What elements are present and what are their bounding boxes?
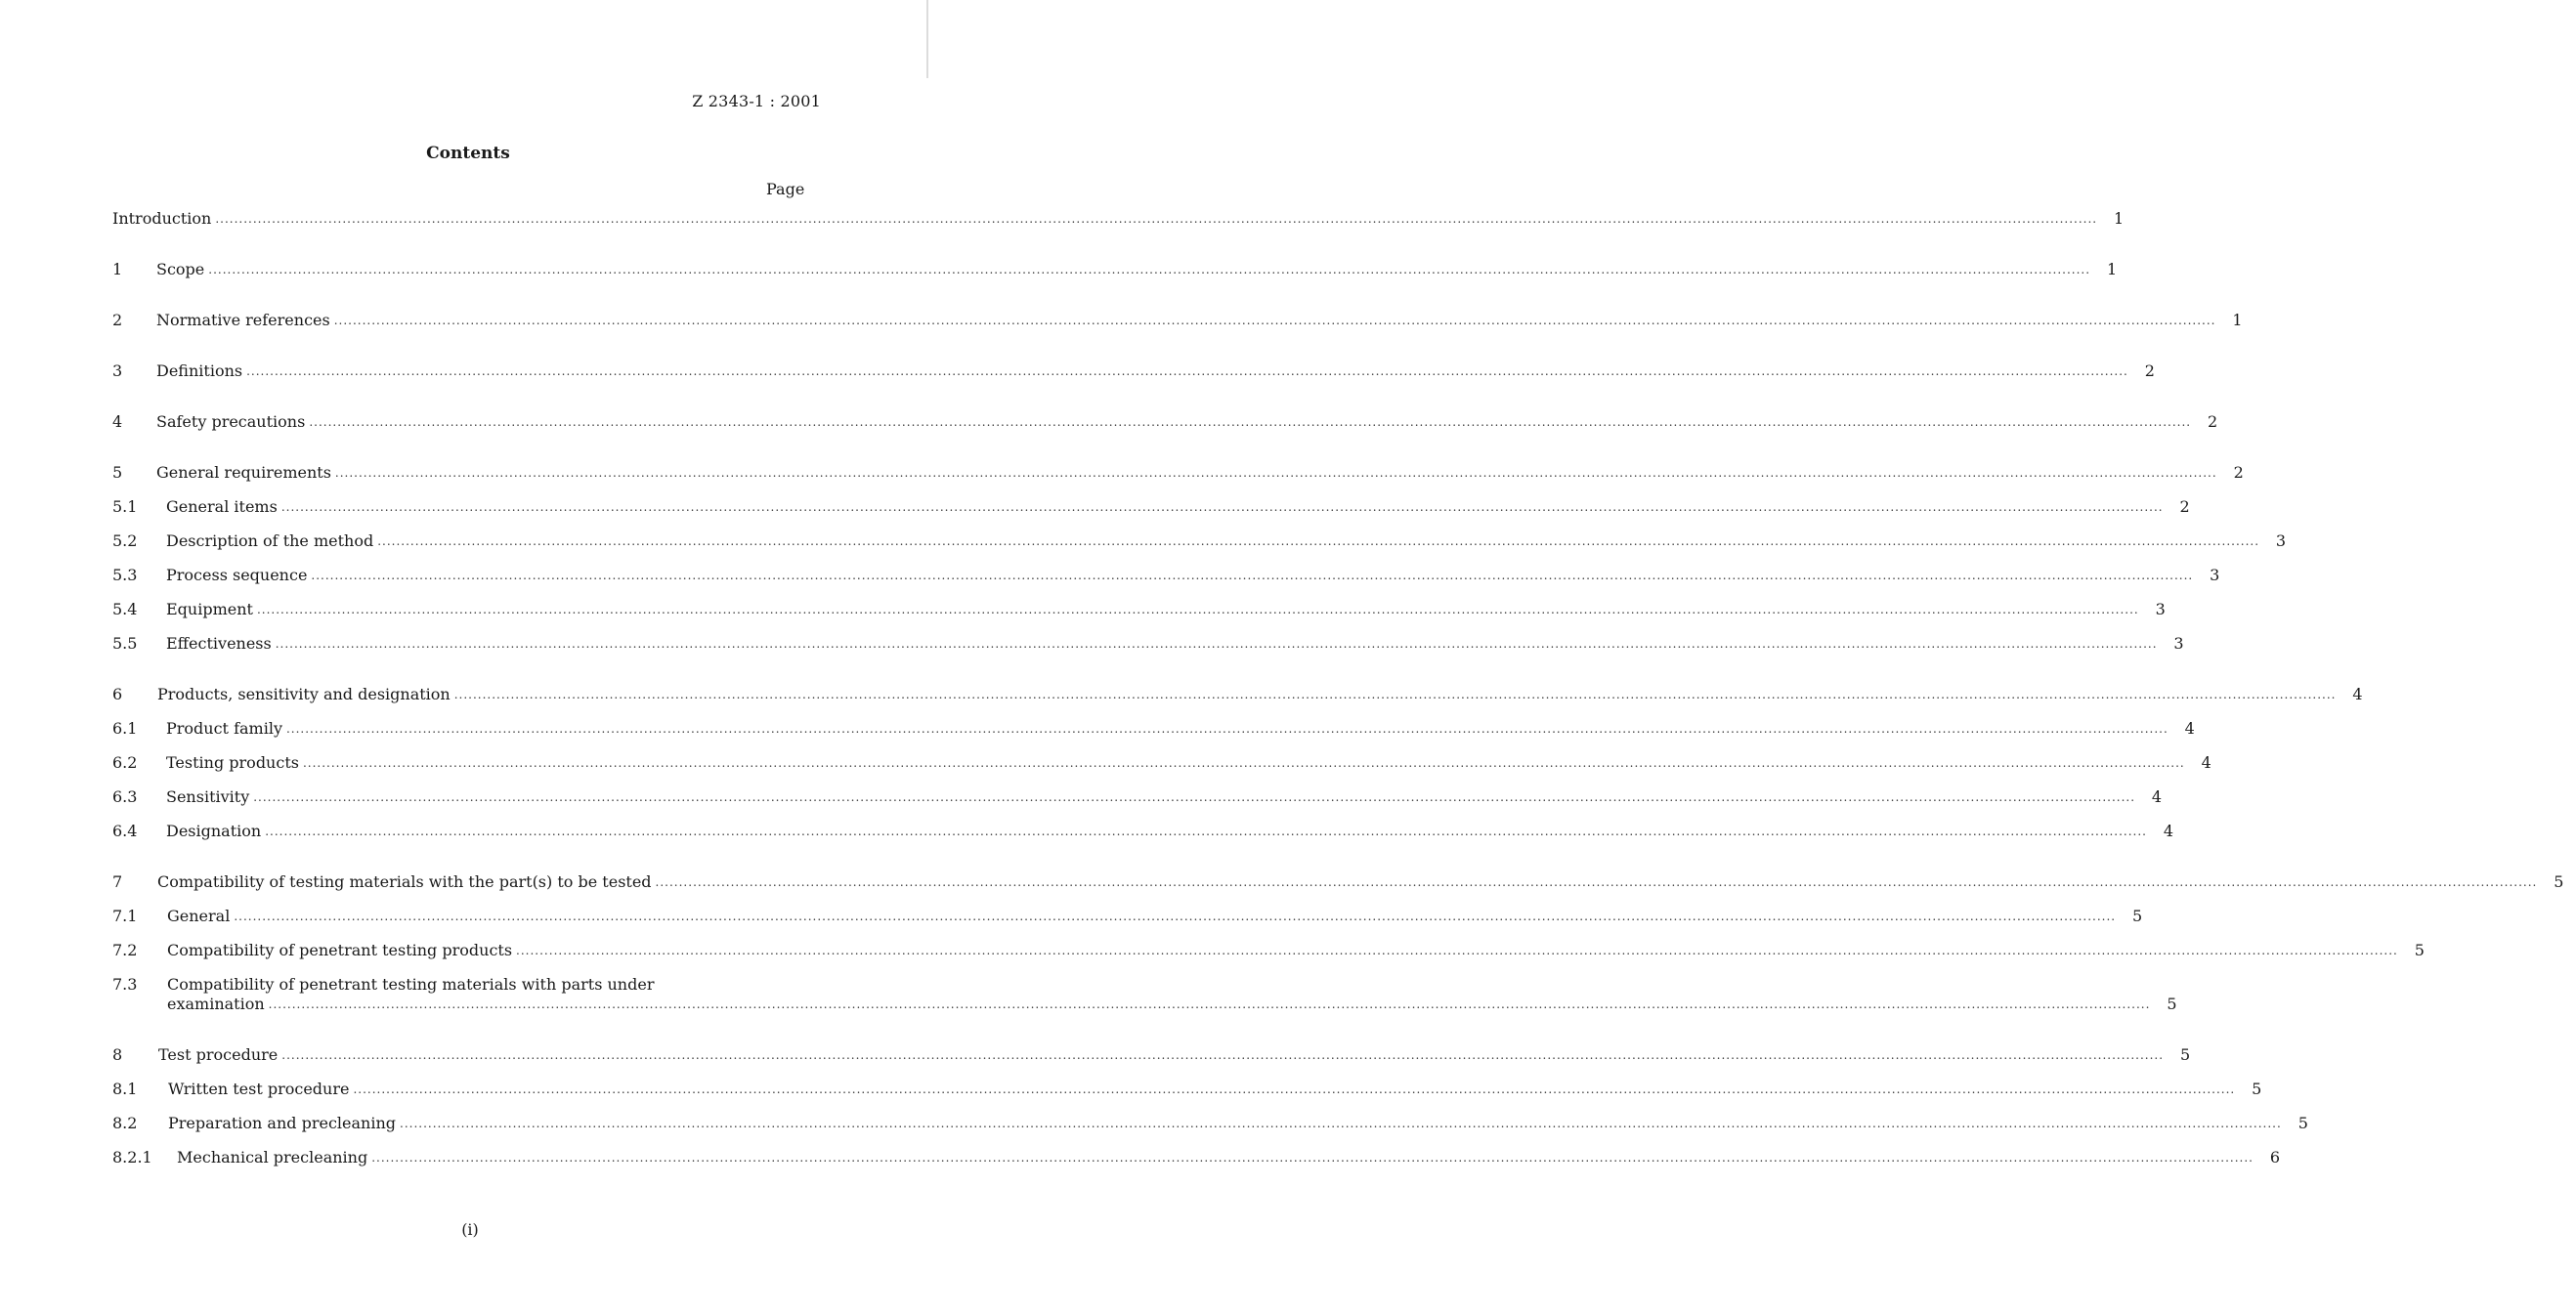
dot-leader: ................................................................................................................................................................................................................................................................................................................................................................................................................ (253, 790, 2136, 804)
toc-entry[interactable] (112, 1148, 2281, 1167)
dot-leader: ................................................................................................................................................................................................................................................................................................................................................................................................................ (453, 688, 2337, 701)
toc-entry[interactable] (112, 311, 2243, 330)
toc-entry-page: 5 (2132, 907, 2143, 925)
toc-entry-page: 1 (2114, 209, 2125, 228)
toc-entry[interactable] (112, 463, 2244, 483)
toc-entry-label: Compatibility of testing materials with the part(s) to be tested (157, 872, 652, 891)
toc-entry-page: 2 (2144, 361, 2155, 380)
toc-entry-number: 3 (112, 361, 123, 380)
toc-entry-page: 4 (2163, 822, 2174, 840)
toc-entry-number: 7 (112, 872, 123, 891)
toc-entry-number: 5.3 (112, 566, 138, 584)
toc-entry-page: 5 (2414, 941, 2425, 959)
toc-entry-number: 6.4 (112, 822, 138, 840)
toc-entry[interactable] (112, 1114, 2308, 1133)
dot-leader: ................................................................................................................................................................................................................................................................................................................................................................................................................ (371, 1151, 2254, 1165)
toc-entry[interactable] (112, 822, 2174, 841)
toc-entry[interactable] (112, 872, 2564, 892)
toc-entry-page: 1 (2232, 311, 2243, 329)
page-edge-shadow (926, 0, 928, 78)
toc-entry[interactable] (112, 566, 2220, 585)
toc-entry[interactable] (112, 412, 2218, 432)
toc-entry[interactable] (112, 975, 2177, 1014)
toc-entry[interactable] (112, 787, 2163, 807)
dot-leader: ................................................................................................................................................................................................................................................................................................................................................................................................................ (281, 1048, 2165, 1062)
toc-entry-number: 8.2.1 (112, 1148, 152, 1167)
toc-entry-label: Definitions (156, 361, 243, 380)
dot-leader: ................................................................................................................................................................................................................................................................................................................................................................................................................ (268, 997, 2151, 1011)
toc-entry-page: 4 (2184, 719, 2195, 738)
toc-entry[interactable] (112, 600, 2166, 619)
page-column-header: Page (766, 180, 805, 198)
toc-entry-label: Introduction (112, 209, 212, 228)
toc-entry-page: 5 (2179, 1045, 2191, 1064)
dot-leader: ................................................................................................................................................................................................................................................................................................................................................................................................................ (377, 534, 2260, 548)
toc-entry-page: 3 (2275, 531, 2287, 550)
toc-entry-number: 8.1 (112, 1080, 138, 1098)
toc-entry-label: Mechanical precleaning (177, 1148, 368, 1167)
toc-entry-number: 6.3 (112, 787, 138, 806)
toc-entry-number: 5.4 (112, 600, 138, 618)
toc-entry-label-continued: examination (167, 995, 265, 1013)
toc-entry[interactable] (112, 634, 2184, 654)
dot-leader: ................................................................................................................................................................................................................................................................................................................................................................................................................ (275, 637, 2158, 651)
dot-leader: ................................................................................................................................................................................................................................................................................................................................................................................................................ (309, 415, 2192, 429)
toc-entry-number: 5.2 (112, 531, 138, 550)
toc-entry[interactable] (112, 685, 2363, 704)
toc-entry-label: Testing products (166, 753, 299, 772)
toc-entry-label: Normative references (156, 311, 330, 329)
toc-entry-number: 6.2 (112, 753, 138, 772)
dot-leader: ................................................................................................................................................................................................................................................................................................................................................................................................................ (265, 825, 2147, 838)
toc-entry-number: 5.1 (112, 497, 138, 516)
dot-leader: ................................................................................................................................................................................................................................................................................................................................................................................................................ (655, 875, 2538, 889)
toc-entry-number: 1 (112, 260, 123, 278)
toc-entry[interactable] (112, 209, 2125, 229)
toc-entry-label: General requirements (156, 463, 331, 482)
toc-entry-page: 5 (2167, 995, 2177, 1013)
toc-entry-label: Designation (166, 822, 262, 840)
toc-entry[interactable] (112, 531, 2287, 551)
toc-entry-label: Test procedure (158, 1045, 279, 1064)
toc-entry-label: General (167, 907, 231, 925)
toc-entry-page: 3 (2155, 600, 2166, 618)
toc-entry[interactable] (112, 1080, 2262, 1099)
toc-entry[interactable] (112, 497, 2190, 517)
dot-leader: ................................................................................................................................................................................................................................................................................................................................................................................................................ (280, 500, 2164, 514)
toc-entry-label: Scope (156, 260, 205, 278)
toc-entry-page: 2 (2179, 497, 2190, 516)
toc-entry-number: 8.2 (112, 1114, 138, 1132)
toc-entry[interactable] (112, 1045, 2191, 1065)
toc-entry-page: 3 (2210, 566, 2220, 584)
toc-entry-number: 6.1 (112, 719, 138, 738)
toc-entry-label: Compatibility of penetrant testing materials with parts under (167, 975, 655, 994)
document-id: Z 2343-1 : 2001 (692, 92, 821, 110)
toc-entry-label: Description of the method (166, 531, 374, 550)
toc-entry-label: Preparation and precleaning (168, 1114, 397, 1132)
toc-entry[interactable] (112, 753, 2211, 773)
toc-entry-page: 4 (2352, 685, 2363, 703)
dot-leader: ................................................................................................................................................................................................................................................................................................................................................................................................................ (208, 263, 2091, 276)
toc-entry-number: 7.3 (112, 975, 138, 994)
toc-entry-page: 1 (2106, 260, 2118, 278)
dot-leader: ................................................................................................................................................................................................................................................................................................................................................................................................................ (302, 756, 2185, 770)
toc-entry-number: 4 (112, 412, 123, 431)
toc-entry[interactable] (112, 907, 2143, 926)
toc-entry[interactable] (112, 260, 2118, 279)
dot-leader: ................................................................................................................................................................................................................................................................................................................................................................................................................ (311, 569, 2194, 582)
toc-entry-number: 7.1 (112, 907, 138, 925)
toc-entry-page: 2 (2233, 463, 2244, 482)
toc-entry[interactable] (112, 361, 2155, 381)
dot-leader: ................................................................................................................................................................................................................................................................................................................................................................................................................ (334, 466, 2217, 480)
dot-leader: ................................................................................................................................................................................................................................................................................................................................................................................................................ (234, 910, 2117, 923)
toc-entry-label: Written test procedure (168, 1080, 350, 1098)
toc-entry[interactable] (112, 719, 2195, 739)
dot-leader: ................................................................................................................................................................................................................................................................................................................................................................................................................ (246, 364, 2128, 378)
toc-entry-page: 6 (2269, 1148, 2281, 1167)
toc-entry-label: Safety precautions (156, 412, 306, 431)
page-title: Contents (426, 144, 510, 163)
dot-leader: ................................................................................................................................................................................................................................................................................................................................................................................................................ (353, 1082, 2236, 1096)
toc-entry-number: 6 (112, 685, 123, 703)
dot-leader: ................................................................................................................................................................................................................................................................................................................................................................................................................ (516, 944, 2398, 957)
toc-entry-label: Process sequence (166, 566, 308, 584)
toc-entry-label: General items (166, 497, 278, 516)
toc-entry-number: 8 (112, 1045, 123, 1064)
toc-entry-label: Product family (166, 719, 282, 738)
dot-leader: ................................................................................................................................................................................................................................................................................................................................................................................................................ (256, 603, 2139, 616)
toc-entry-page: 5 (2252, 1080, 2262, 1098)
toc-entry-number: 2 (112, 311, 123, 329)
toc-entry-page: 5 (2297, 1114, 2308, 1132)
dot-leader: ................................................................................................................................................................................................................................................................................................................................................................................................................ (333, 314, 2216, 327)
dot-leader: ................................................................................................................................................................................................................................................................................................................................................................................................................ (215, 212, 2098, 226)
toc-entry[interactable] (112, 941, 2425, 960)
toc-entry-page: 4 (2201, 753, 2211, 772)
toc-entry-number: 5 (112, 463, 123, 482)
toc-entry-page: 3 (2173, 634, 2184, 653)
toc-entry-label: Effectiveness (166, 634, 272, 653)
toc-entry-label: Equipment (166, 600, 253, 618)
toc-entry-label: Compatibility of penetrant testing products (167, 941, 513, 959)
footer-page-number: (i) (461, 1220, 479, 1239)
toc-entry-number: 7.2 (112, 941, 138, 959)
toc-entry-page: 5 (2554, 872, 2564, 891)
dot-leader: ................................................................................................................................................................................................................................................................................................................................................................................................................ (400, 1117, 2282, 1130)
toc-entry-page: 4 (2151, 787, 2163, 806)
toc-entry-number: 5.5 (112, 634, 138, 653)
toc-entry-page: 2 (2208, 412, 2218, 431)
toc-entry-label: Products, sensitivity and designation (157, 685, 451, 703)
dot-leader: ................................................................................................................................................................................................................................................................................................................................................................................................................ (285, 722, 2168, 736)
toc-entry-label: Sensitivity (166, 787, 250, 806)
